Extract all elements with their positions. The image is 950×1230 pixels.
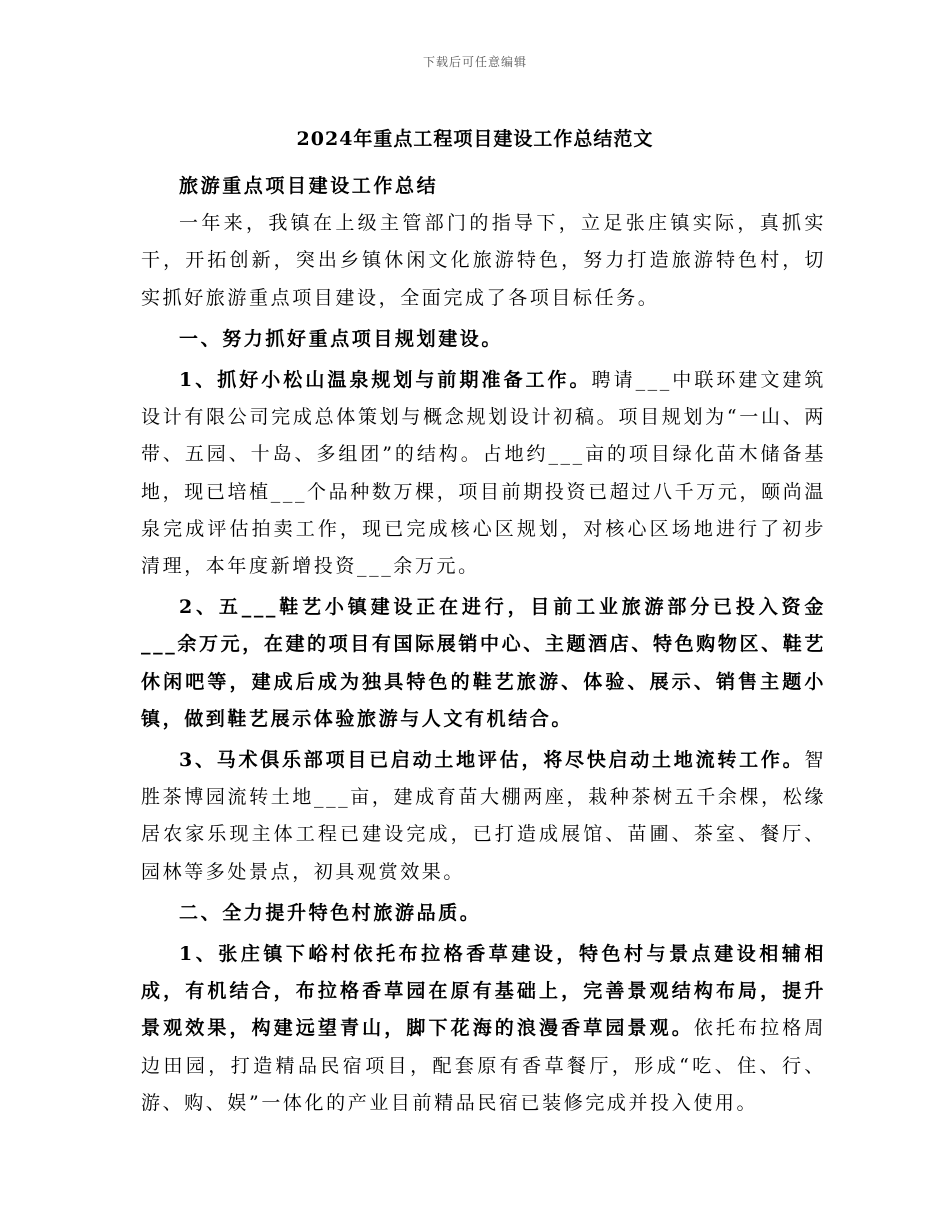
part1-item3-paragraph — [141, 742, 826, 891]
part2-item1-body: 依托布拉格周边田园，打造精品民宿项目，配套原有香草餐厅，形成“吃、住、行、游、购、娱”一体化的产业目前精品民宿已装修完成并投入使用。 — [141, 1017, 826, 1114]
intro-paragraph: 一年来，我镇在上级主管部门的指导下，立足张庄镇实际，真抓实干，开拓创新，突出乡镇休闲文化旅游特色，努力打造旅游特色村，切实抓好旅游重点项目建设，全面完成了各项目标任务。 — [141, 212, 826, 309]
part2-item1-paragraph — [141, 936, 826, 1122]
part2-heading: 二、全力提升特色村旅游品质。 — [179, 901, 482, 924]
part2-item1-lead: 1、张庄镇下峪村依托布拉格香草建设，特色村与景点建设相辅相成，有机结合，布拉格香草园在原有基础上，完善景观结构布局，提升景观效果，构建远望青山，脚下花海的浪漫香草园景观。 — [141, 943, 826, 1040]
header-note: 下载后可任意编辑 — [422, 55, 527, 69]
part1-item1-paragraph — [141, 362, 826, 585]
document-title: 2024年重点工程项目建设工作总结范文 — [296, 128, 654, 150]
document-body — [141, 168, 826, 1122]
part1-item3-body: 智胜茶博园流转土地___亩，建成育苗大棚两座，栽种茶树五千余棵，松缘居农家乐现主体工程已建设完成，已打造成展馆、苗圃、茶室、餐厅、园林等多处景点，初具观赏效果。 — [141, 749, 826, 883]
section-title: 旅游重点项目建设工作总结 — [179, 175, 439, 197]
part1-item3-lead: 3、马术俱乐部项目已启动土地评估，将尽快启动土地流转工作。 — [179, 749, 805, 772]
part1-heading: 一、努力抓好重点项目规划建设。 — [179, 327, 504, 350]
part1-item1-lead: 1、抓好小松山温泉规划与前期准备工作。 — [179, 369, 592, 392]
part1-item2-paragraph: 2、五___鞋艺小镇建设正在进行，目前工业旅游部分已投入资金___余万元，在建的项目有国际展销中心、主题酒店、特色购物区、鞋艺休闲吧等，建成后成为独具特色的鞋艺旅游、体验、展示、销售主题小镇，做到鞋艺展示体验旅游与人文有机结合。 — [141, 596, 826, 730]
part1-item1-body: 聘请___中联环建文建筑设计有限公司完成总体策划与概念规划设计初稿。项目规划为“一山、两带、五园、十岛、多组团”的结构。占地约___亩的项目绿化苗木储备基地，现已培植___个品种数万棵，项目前期投资已超过八千万元，颐尚温泉完成评估拍卖工作，现已完成核心区规划，对核心区场地进行了初步清理，本年度新增投资___余万元。 — [141, 369, 826, 578]
